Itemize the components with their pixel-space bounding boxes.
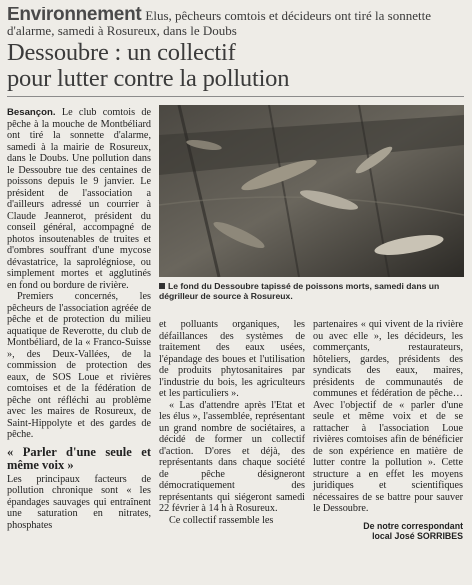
kicker: Elus, pêcheurs comtois et décideurs ont tiré la sonnette d'alarme, samedi à Rosureux, dans le Doubs [7,8,431,37]
paragraph: Besançon. Le club comtois de pêche à la mouche de Montbéliard ont tiré la sonnette d'alarme, samedi à la mairie de Rosureux, dans le Doubs. Une pollution dans le Dessoubre tue des centaines de poissons depuis le 9 janvier. Le président de l'association a d'ailleurs adressé un courrier à Claude Jeannerot, président du conseil général, accompagné de photos insoutenables de truites et d'ombres souffrant d'une mycose dévastatrice, la saprolégniose, ou simplement mortes et agglutinés en fond ou bordure de rivière. [7,107,151,291]
dead-fish-photo-icon [159,105,464,277]
paragraph: partenaires « qui vivent de la rivière ou avec elle », les décideurs, les commerçants, restaurateurs, hôteliers, gardes, présidents des syndicats des eaux, maires, présidents de communautés de communes et fédération de pêche… Avec l'objectif de « parler d'une seule et même voix et de se rattacher à l'association Loue rivières comtoises afin de bénéficier de son expérience en matière de lutter contre la pollution ». Cette structure a en effet les moyens juridiques et scientifiques nécessaires de se battre pour sauver le Dessoubre. [313,319,463,514]
column-2 [159,319,305,526]
paragraph: Les principaux facteurs de pollution chronique sont « les épandages sauvages qui entraînent une saturation en nitrates, phosphates [7,473,151,531]
section-rubric: Environnement [7,7,142,25]
paragraph: Premiers concernés, les pêcheurs de l'association agréée de pêche et de protection du milieu aquatique de Reverotte, du club de Montbéliard, de la « Franco-Suisse », des Deux-Vallées, de la commission de protection des eaux, de SOS Loue et rivières comtoises et de la fédération de pêche ont réfléchi au problème avec les maires de Rosureux, de Saint-Hippolyte et des gardes de pêche. [7,291,151,440]
headline [7,40,464,92]
subheading: « Parler d'une seule et même voix » [7,444,151,472]
paragraph: Ce collectif rassemble les [169,514,274,526]
photo-block [159,105,464,301]
photo-caption: Le fond du Dessoubre tapissé de poissons morts, samedi dans un dégrilleur de source à Rosureux. [159,281,440,301]
paragraph: et polluants organiques, les défaillances des systèmes de traitement des eaux usées, l'épandage des boues et l'utilisation de produits phytosanitaires par l'industrie du bois, les agriculteurs et les particuliers ». [159,319,305,399]
divider [7,96,464,97]
river-photo [159,105,464,277]
dateline: Besançon. [7,107,56,118]
byline: De notre correspondant local José SORRIBES [363,520,463,541]
column-3 [313,319,463,541]
headline-line-2: pour lutter contre la pollution [7,65,290,92]
paragraph: « Las d'attendre après l'Etat et les élus », l'assemblée, représentant un grand nombre de sociétaires, a décidé de former un collectif d'action. D'ores et déjà, des représentants dans chaque société de pêche désigneront démocratiquement des représentants qui siégeront samedi 22 février à 14 h à Rosureux. [159,399,305,514]
article-body [7,99,464,579]
column-1 [7,107,151,531]
caption-bullet-icon [159,283,165,289]
header-line [7,7,464,37]
headline-line-1: Dessoubre : un collectif [7,39,236,66]
